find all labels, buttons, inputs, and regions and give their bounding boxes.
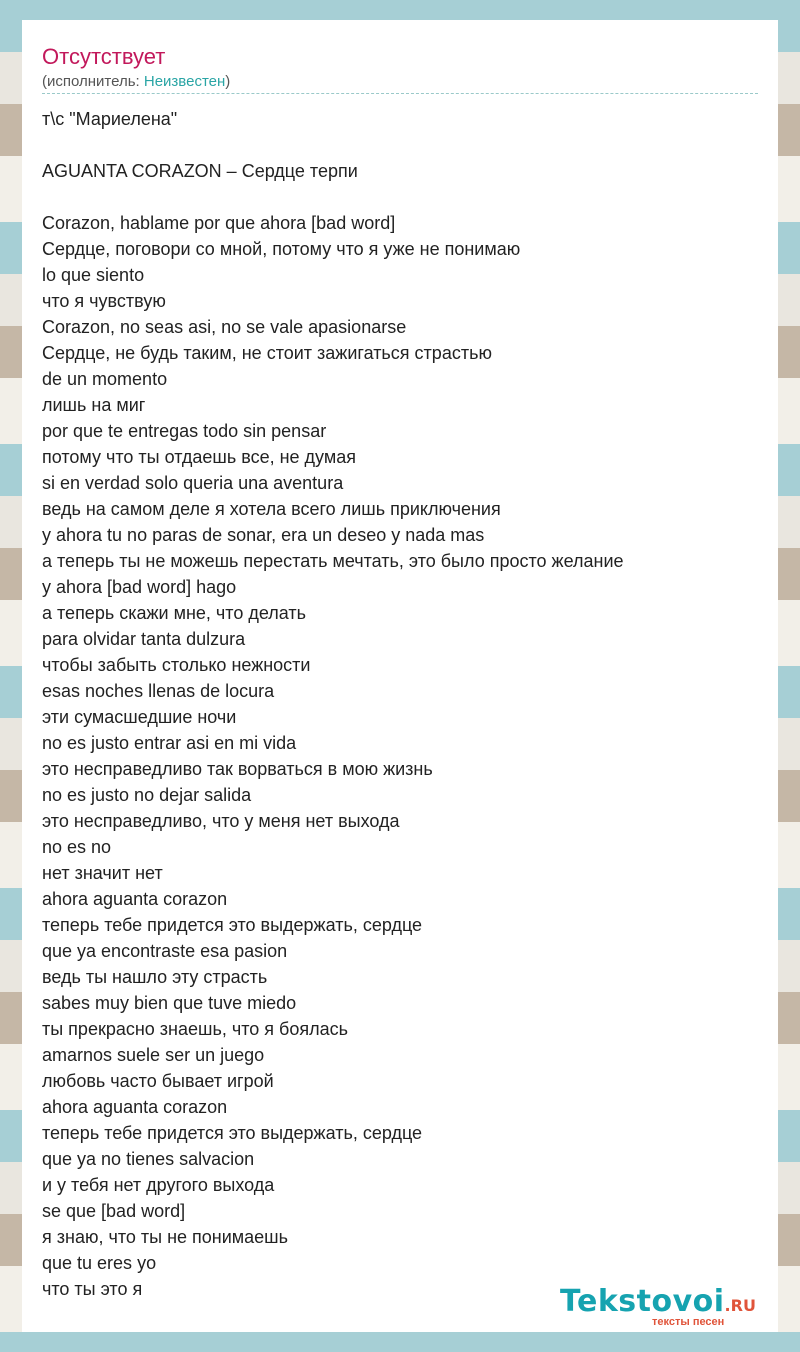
lyric-line: теперь тебе придется это выдержать, сердце bbox=[42, 1123, 423, 1143]
lyric-line: de un momento bbox=[42, 369, 168, 389]
song-title: Отсутствует bbox=[42, 44, 166, 69]
lyric-line: я знаю, что ты не понимаешь bbox=[42, 1227, 288, 1247]
lyric-line: это несправедливо, что у меня нет выхода bbox=[42, 811, 400, 831]
logo-name: Tekstovoi bbox=[560, 1284, 725, 1319]
lyric-line: que tu eres yo bbox=[42, 1253, 157, 1273]
lyric-line: ahora aguanta corazon bbox=[42, 1097, 228, 1117]
lyric-line: AGUANTA CORAZON – Сердце терпи bbox=[42, 161, 358, 181]
lyric-line: а теперь скажи мне, что делать bbox=[42, 603, 307, 623]
lyric-line: ведь ты нашло эту страсть bbox=[42, 967, 268, 987]
performer-line bbox=[42, 73, 230, 90]
lyric-line: т\с "Мариелена" bbox=[42, 109, 178, 129]
lyric-line: эти сумасшедшие ночи bbox=[42, 707, 237, 727]
lyric-line: а теперь ты не можешь перестать мечтать, это было просто желание bbox=[42, 551, 624, 571]
lyric-line: si en verdad solo queria una aventura bbox=[42, 473, 344, 493]
logo-wordmark bbox=[560, 1284, 756, 1319]
lyric-line: любовь часто бывает игрой bbox=[42, 1071, 274, 1091]
header-divider bbox=[42, 93, 758, 94]
lyric-line: потому что ты отдаешь все, не думая bbox=[42, 447, 356, 467]
lyric-line: ведь на самом деле я хотела всего лишь приключения bbox=[42, 499, 501, 519]
lyric-line: no es justo entrar asi en mi vida bbox=[42, 733, 297, 753]
lyric-line: Corazon, hablame por que ahora [bad word] bbox=[42, 213, 396, 233]
lyric-line: что ты это я bbox=[42, 1279, 143, 1299]
lyric-line: Сердце, поговори со мной, потому что я уже не понимаю bbox=[42, 239, 521, 259]
performer-suffix: ) bbox=[225, 73, 231, 90]
lyric-line: y ahora tu no paras de sonar, era un deseo y nada mas bbox=[42, 525, 485, 545]
lyric-line bbox=[42, 184, 762, 210]
lyric-line: sabes muy bien que tuve miedo bbox=[42, 993, 297, 1013]
lyrics-text bbox=[42, 106, 762, 1302]
lyric-line: теперь тебе придется это выдержать, сердце bbox=[42, 915, 423, 935]
lyric-line: que ya encontraste esa pasion bbox=[42, 941, 288, 961]
lyric-line: por que te entregas todo sin pensar bbox=[42, 421, 327, 441]
lyric-line: para olvidar tanta dulzura bbox=[42, 629, 246, 649]
lyric-line: ahora aguanta corazon bbox=[42, 889, 228, 909]
performer-link[interactable]: Неизвестен bbox=[143, 73, 226, 90]
lyric-line: y ahora [bad word] hago bbox=[42, 577, 237, 597]
lyrics-card bbox=[22, 20, 778, 1332]
lyric-line: Corazon, no seas asi, no se vale apasionarse bbox=[42, 317, 407, 337]
lyric-line: это несправедливо так ворваться в мою жизнь bbox=[42, 759, 433, 779]
lyric-line: que ya no tienes salvacion bbox=[42, 1149, 255, 1169]
lyric-line: se que [bad word] bbox=[42, 1201, 186, 1221]
lyric-line: что я чувствую bbox=[42, 291, 166, 311]
logo-tagline: тексты песен bbox=[652, 1316, 725, 1328]
logo-tld: .RU bbox=[724, 1296, 756, 1315]
lyric-line: no es no bbox=[42, 837, 112, 857]
site-logo[interactable] bbox=[560, 1284, 770, 1328]
lyric-line: нет значит нет bbox=[42, 863, 163, 883]
lyric-line: лишь на миг bbox=[42, 395, 146, 415]
lyric-line: ты прекрасно знаешь, что я боялась bbox=[42, 1019, 348, 1039]
lyric-line: lo que siento bbox=[42, 265, 145, 285]
lyric-line bbox=[42, 132, 762, 158]
lyric-line: и у тебя нет другого выхода bbox=[42, 1175, 275, 1195]
lyric-line: no es justo no dejar salida bbox=[42, 785, 252, 805]
performer-prefix: (исполнитель: bbox=[42, 73, 144, 90]
lyric-line: esas noches llenas de locura bbox=[42, 681, 275, 701]
lyric-line: amarnos suele ser un juego bbox=[42, 1045, 265, 1065]
lyric-line: Сердце, не будь таким, не стоит зажигаться страстью bbox=[42, 343, 492, 363]
lyric-line: чтобы забыть столько нежности bbox=[42, 655, 311, 675]
